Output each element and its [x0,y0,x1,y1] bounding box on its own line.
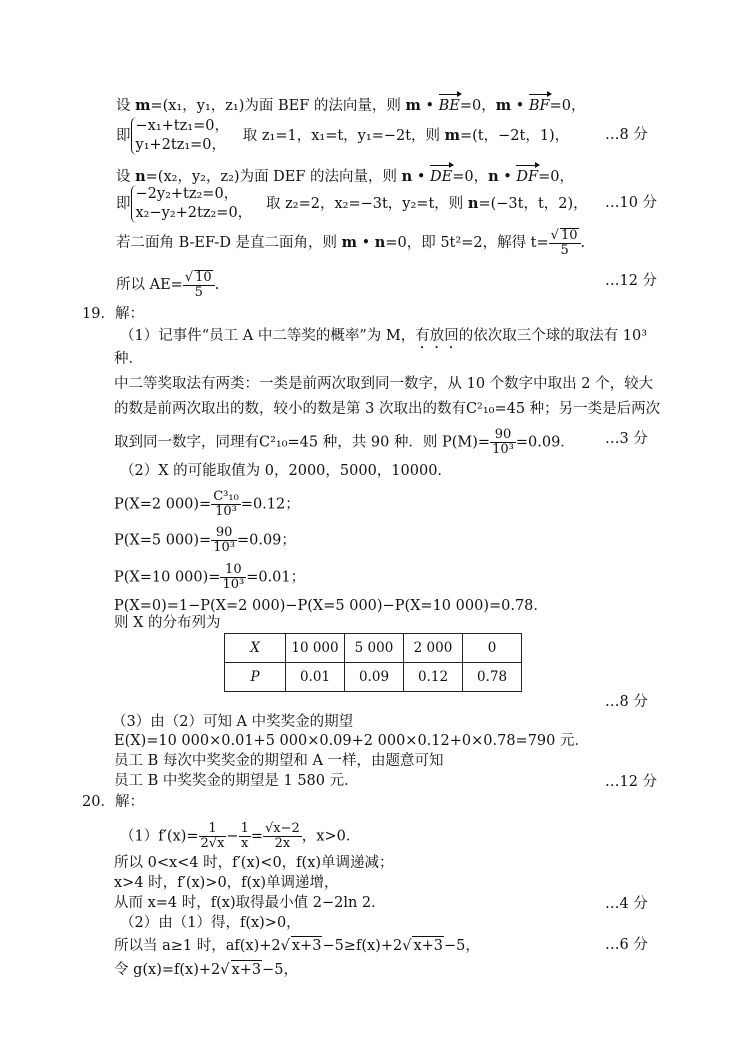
vector-BE: BE [439,93,460,115]
score-mark-6: …6 分 [605,937,648,953]
q20-part2-line2: 所以当 a≥1 时，af(x)+2√ x+3−5≥f(x)+2√ x+3−5， [114,938,480,954]
table-cell: 0.01 [286,663,345,692]
table-cell: X [225,634,286,663]
fraction-sqrt10-over-5: $\frac{√ 10}{5}$ [549,228,581,258]
q19-part3-line4: 员工 B 中奖奖金的期望是 1 580 元． [114,773,359,789]
q19-part1-line2: 种． [114,351,143,367]
question-19-number: 19．解： [82,306,144,322]
fraction-AE: $\frac{√ 10}{5}$ [183,270,215,300]
score-mark-4: …4 分 [605,896,648,912]
table-row [225,634,522,663]
q19-part1-line5: 取到同一数字，同理有C²₁₀=45 种，共 90 种．则 P(M)= $\frac{90}{\text{10³}}$ =0.09． [114,427,575,457]
q19-part3-line1: （3）由（2）可知 A 中奖奖金的期望 [112,714,354,730]
q20-line-increasing: x>4 时，f′(x)>0，f(x)单调递增， [114,875,339,891]
q19-part1-line4: 的数是前两次取出的数，较小的数是第 3 次取出的数有C²₁₀=45 种；另一类是后两次 [114,401,661,417]
q19-part1-line3: 中二等奖取法有两类：一类是前两次取到同一数字，从 10 个数字中取出 2 个，较大 [114,376,654,392]
score-mark-8: …8 分 [605,127,648,143]
table-cell: P [225,663,286,692]
fraction-90-over-1000: $\frac{90}{\text{10³}}$ [492,427,514,457]
q20-line-minimum: 从而 x=4 时，f(x)取得最小值 2−2ln 2． [114,895,386,911]
table-row [225,663,522,692]
vector-DE: DE [430,164,452,186]
score-mark-8b: …8 分 [605,694,648,710]
score-mark-12b: …12 分 [605,774,658,790]
q19-prob-5000: P(X=5 000)= $\frac{90}{\text{10³}}$ =0.09； [114,525,296,555]
table-cell: 10 000 [286,634,345,663]
vector-DF: DF [516,164,538,186]
q18-line-dihedral: 若二面角 B-EF-D 是直二面角，则 m • n=0，即 5t²=2，解得 t= $\frac{√ 10}{5}$ . [116,228,586,258]
q19-part2-line1: （2）X 的可能取值为 0，2000，5000，10000． [120,463,452,479]
q20-line-decreasing: 所以 0<x<4 时，f′(x)<0，f(x)单调递减； [114,855,394,871]
q19-part3-line3: 员工 B 每次中奖奖金的期望和 A 一样，由题意可知 [114,753,444,769]
table-cell: 2 000 [404,634,463,663]
q19-part1-line1: （1）记事件“员工 A 中二等奖的概率”为 M，有放回的依次取三个球的取法有 10³ [120,328,648,344]
q18-line-system-1: 即 −x₁+tz₁=0， y₁+2tz₁=0， 取 z₁=1，x₁=t，y₁=−2t，则 m=(t，−2t，1)， [116,118,570,153]
q19-prob-10000: P(X=10 000)= $\frac{10}{\text{10³}}$ =0.01； [114,562,306,592]
score-mark-12: …12 分 [605,273,658,289]
q18-line-conclusion: 所以 AE= $\frac{√ 10}{5}$ . [116,270,220,300]
equation-system-1: −x₁+tz₁=0， y₁+2tz₁=0， [131,117,229,155]
q19-part3-line2: E(X)=10 000×0.01+5 000×0.09+2 000×0.12+0×0.78=790 元． [114,733,589,749]
q18-line-system-2: 即 −2y₂+tz₂=0， x₂−y₂+2tz₂=0， 取 z₂=2，x₂=−3t，y₂=t，则 n=(−3t，t，2)， [116,186,588,221]
q20-part2-line1: （2）由（1）得，f(x)>0， [120,915,301,931]
vector-BF: BF [529,93,550,115]
table-cell: 0.09 [345,663,404,692]
equation-system-2: −2y₂+tz₂=0， x₂−y₂+2tz₂=0， [131,185,253,223]
q18-line-normal-m: 设 m=(x₁，y₁，z₁)为面 BEF 的法向量，则 m • BE=0，m • BF=0， [116,93,585,115]
table-cell: 0.12 [404,663,463,692]
q20-derivative-line: （1）f′(x)= $\frac{1}{2√x}$ − $\frac{1}{x}$ = $\frac{√x-2}{2x}$ ，x>0． [120,821,361,851]
q20-part2-line3: 令 g(x)=f(x)+2√ x+3−5， [114,962,298,978]
table-cell: 5 000 [345,634,404,663]
q19-prob-0: P(X=0)=1−P(X=2 000)−P(X=5 000)−P(X=10 000)=0.78． [114,598,548,614]
q19-dist-intro: 则 X 的分布列为 [114,615,221,631]
score-mark-3: …3 分 [605,431,648,447]
distribution-table [224,633,522,692]
q19-prob-2000: P(X=2 000)= $\frac{\text{C³₁₀}}{\text{10³}}$ =0.12； [114,489,300,519]
score-mark-10: …10 分 [605,195,658,211]
table-cell: 0.78 [463,663,522,692]
question-20-number: 20．解： [82,794,144,810]
table-cell: 0 [463,634,522,663]
q18-line-normal-n: 设 n=(x₂，y₂，z₂)为面 DEF 的法向量，则 n • DE=0，n • DF=0， [116,164,574,186]
